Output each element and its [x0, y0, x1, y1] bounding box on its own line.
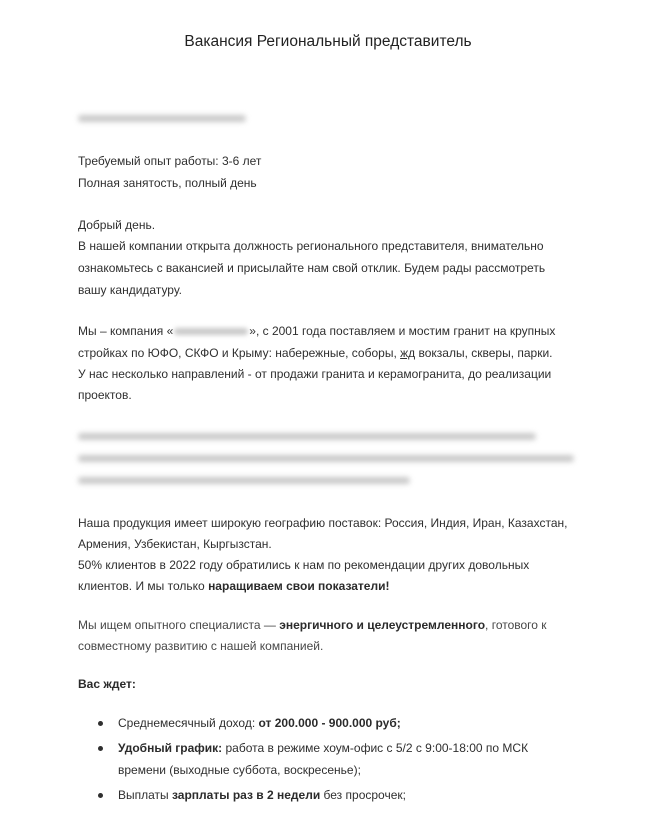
page-title: Вакансия Региональный представитель: [184, 33, 472, 50]
geography-line: Армения, Узбекистан, Кыргызстан.: [78, 537, 272, 551]
company-line: проектов.: [78, 388, 132, 402]
list-item-text: Выплаты: [118, 788, 172, 802]
stats-line-start: клиентов. И мы только: [78, 579, 209, 593]
list-item: [98, 712, 618, 734]
experience-text: Требуемый опыт работы: 3-6 лет: [78, 154, 262, 168]
redacted-email: [78, 115, 246, 122]
seeking-line: [78, 614, 547, 636]
list-item-emphasis: Удобный график:: [118, 741, 223, 755]
employment-text: Полная занятость, полный день: [78, 176, 257, 190]
seeking-line-start: Мы ищем опытного специалиста —: [78, 618, 280, 632]
list-item: [98, 784, 618, 806]
list-item: [98, 737, 618, 781]
geography-line: Наша продукция имеет широкую географию поставок: Россия, Индия, Иран, Казахстан,: [78, 516, 568, 530]
bullet-icon: [98, 721, 103, 726]
seeking-line-end: , готового к: [485, 618, 547, 632]
company-line: У нас несколько направлений - от продажи гранита и керамогранита, до реализации: [78, 367, 552, 381]
stats-line: [78, 575, 389, 597]
list-item-text: без просрочек;: [320, 788, 406, 802]
company-line: [78, 320, 555, 342]
company-line-end: », с 2001 года поставляем и мостим гранит на крупных: [249, 324, 556, 338]
redacted-company-name: [174, 328, 248, 335]
list-item-line: [118, 737, 618, 759]
list-item-line: времени (выходные суббота, воскресенье);: [118, 763, 361, 777]
greeting-text: Добрый день.: [78, 218, 156, 232]
bullet-icon: [98, 793, 103, 798]
company-line-start: стройках по ЮФО, СКФО и Крыму: набережные, соборы,: [78, 346, 401, 360]
list-item-line: [118, 712, 618, 734]
intro-line: вашу кандидатуру.: [78, 283, 182, 297]
bullet-icon: [98, 746, 103, 751]
redacted-paragraph-line: [78, 433, 536, 440]
seeking-emphasis: энергичного и целеустремленного: [279, 618, 486, 632]
benefits-heading: [78, 673, 136, 695]
list-item-emphasis: зарплаты раз в 2 недели: [172, 788, 321, 802]
list-item-line: [118, 784, 618, 806]
benefits-list: [98, 712, 618, 809]
intro-line: В нашей компании открыта должность регионального представителя, внимательно: [78, 239, 544, 253]
redacted-paragraph-line: [78, 477, 410, 484]
company-underlined-word: жд: [400, 346, 416, 360]
benefits-heading-text: Вас ждет:: [78, 677, 136, 691]
intro-line: ознакомьтесь с вакансией и присылайте нам свой отклик. Будем рады рассмотреть: [78, 261, 546, 275]
stats-line: 50% клиентов в 2022 году обратились к нам по рекомендации других довольных: [78, 558, 530, 572]
company-line: [78, 342, 553, 364]
list-item-text: Среднемесячный доход:: [118, 716, 259, 730]
redacted-paragraph-line: [78, 455, 574, 462]
seeking-line: совместному развитию с нашей компанией.: [78, 639, 324, 653]
list-item-emphasis: от 200.000 - 900.000 руб;: [258, 716, 401, 730]
list-item-text: работа в режиме хоум-офис с 5/2 с 9:00-18:00 по МСК: [222, 741, 529, 755]
stats-emphasis: наращиваем свои показатели!: [208, 579, 390, 593]
company-line-start: Мы – компания «: [78, 324, 174, 338]
company-line-end: вокзалы, скверы, парки.: [415, 346, 553, 360]
